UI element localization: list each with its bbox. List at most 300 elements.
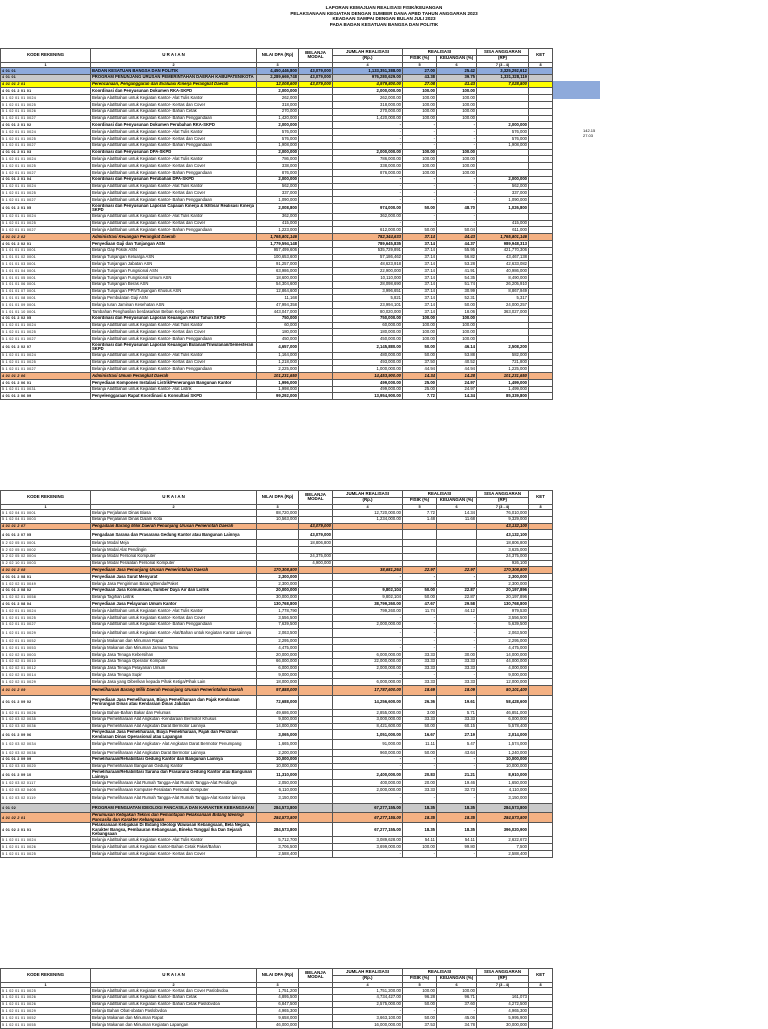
modal-cell: [299, 594, 333, 601]
modal-cell: [299, 268, 333, 275]
jumlah-cell: 6,000,000.00: [333, 679, 403, 686]
uraian-cell: Belanja Jasa yang Diberikan kepada Pihak Ketiga/Pihak Lain: [91, 679, 257, 686]
jumlah-cell: -: [333, 756, 403, 763]
ket-cell: [529, 546, 553, 553]
modal-cell: [299, 1001, 333, 1008]
fisik-cell: -: [403, 220, 437, 227]
modal-cell: [299, 322, 333, 329]
sisa-cell: 30,000,000: [477, 1021, 529, 1028]
code-cell: 5 1 02 03 02 0036: [1, 749, 91, 756]
sisa-cell: 170,308,800: [477, 567, 529, 574]
uraian-cell: Pelaksanaan Kebijakan Di Bidang Ideologi Wawasan Kebangsaan, Bela Negara, Karakter Bangsa, Pembauran Kebangsaan, Bineka Tunggal Ika Dan Sejarah Kebangsaan: [91, 823, 257, 837]
modal-cell: [299, 108, 333, 115]
ket-cell: [529, 95, 553, 102]
modal-cell: [299, 197, 333, 204]
ket-cell: [529, 281, 553, 288]
dpa-cell: [257, 523, 299, 530]
header-jumlah-realisasi: JUMLAH REALISASI: [333, 491, 403, 498]
modal-cell: [299, 587, 333, 594]
fisik-cell: -: [403, 638, 437, 645]
uraian-cell: Belanja Bahan Obat-obatan Paslobvdoa: [91, 1008, 257, 1015]
fisik-cell: 37.14: [403, 308, 437, 315]
code-cell: 5 1 01 01 06 0001: [1, 281, 91, 288]
keuangan-cell: -: [437, 621, 477, 628]
report-page-3: [0, 968, 768, 1027]
ket-cell: [529, 268, 553, 275]
table-row: [1, 359, 553, 366]
keuangan-cell: 18.35: [437, 813, 477, 823]
code-cell: 4 01 01 2 08: [1, 567, 91, 574]
table-row: [1, 308, 553, 315]
modal-cell: [299, 342, 333, 352]
modal-cell: [299, 850, 333, 857]
fisik-cell: -: [403, 756, 437, 763]
fisik-cell: -: [403, 763, 437, 770]
ket-cell: [529, 379, 553, 386]
keuangan-cell: 29.58: [437, 601, 477, 608]
table-row: [1, 546, 553, 553]
sisa-cell: 1,090,000: [477, 197, 529, 204]
modal-cell: 43,079,000: [299, 74, 333, 81]
dpa-cell: 284,573,800: [257, 803, 299, 813]
fisik-cell: -: [403, 197, 437, 204]
header-sisa-rp: (RP): [477, 497, 529, 504]
code-cell: 5 1 02 01 01 0025: [1, 988, 91, 995]
modal-cell: [299, 803, 333, 813]
ket-cell: [529, 135, 553, 142]
modal-cell: [299, 135, 333, 142]
dpa-cell: 11,310,000: [257, 770, 299, 780]
modal-cell: [299, 308, 333, 315]
code-cell: 5 1 02 01 01 0026: [1, 1001, 91, 1008]
keuangan-cell: -: [437, 574, 477, 581]
keuangan-cell: 18.06: [437, 308, 477, 315]
fisik-cell: 37.14: [403, 261, 437, 268]
code-cell: 5 2 02 10 01 0003: [1, 560, 91, 567]
table-row: [1, 793, 553, 803]
fisik-cell: 33.33: [403, 716, 437, 723]
sisa-cell: [477, 156, 529, 163]
jumlah-cell: -: [333, 176, 403, 183]
dpa-cell: 262,000: [257, 95, 299, 102]
ket-cell: [529, 169, 553, 176]
sisa-cell: 284,573,800: [477, 803, 529, 813]
keuangan-cell: 51.74: [437, 281, 477, 288]
code-cell: 5 1 02 01 01 0025: [1, 163, 91, 170]
keuangan-cell: 5.47: [437, 740, 477, 750]
sisa-cell: 161,073: [477, 994, 529, 1001]
modal-cell: [299, 386, 333, 393]
keuangan-cell: 48.70: [437, 203, 477, 213]
sisa-cell: 5,639,500: [477, 621, 529, 628]
code-cell: 5 1 02 01 01 0027: [1, 621, 91, 628]
uraian-cell: Belanja Tunjangan Beras ASN: [91, 281, 257, 288]
sisa-cell: 582,000: [477, 352, 529, 359]
table-row: [1, 352, 553, 359]
jumlah-cell: -: [333, 614, 403, 621]
keuangan-cell: 22.87: [437, 594, 477, 601]
modal-cell: [299, 628, 333, 638]
dpa-cell: 1,164,000: [257, 352, 299, 359]
ket-cell: [529, 716, 553, 723]
modal-cell: [299, 730, 333, 740]
fisik-cell: [403, 523, 437, 530]
header-jumlah-rp: (Rp.): [333, 55, 403, 62]
uraian-cell: Belanja Alat/Bahan untuk Kegiatan Kantor- Alat Tulis Kantor: [91, 352, 257, 359]
dpa-cell: 2,000,000: [257, 149, 299, 156]
table-row: [1, 220, 553, 227]
sisa-cell: [477, 101, 529, 108]
uraian-cell: Pemeliharaan Barang Milik Daerah Penunjang Urusan Pemerintahan Daerah: [91, 685, 257, 695]
jumlah-cell: 270,000.00: [333, 108, 403, 115]
ket-cell: [529, 1015, 553, 1022]
table-row: [1, 261, 553, 268]
header-belanja-modal: BELANJA MODAL: [299, 49, 333, 63]
code-cell: 4 01 01 2 01 03: [1, 149, 91, 156]
table-row: [1, 163, 553, 170]
dpa-cell: 60,000: [257, 322, 299, 329]
fisik-cell: 50.00: [403, 227, 437, 234]
fisik-cell: 26.36: [403, 695, 437, 709]
ket-cell: [529, 176, 553, 183]
table-row: [1, 651, 553, 658]
modal-cell: 4,900,000: [299, 560, 333, 567]
uraian-cell: Belanja Perjalanan Dinas Biasa: [91, 510, 257, 517]
modal-cell: [299, 129, 333, 136]
uraian-cell: Penyediaan Komponen Instalasi Listrik/Penerangan Bangunan Kantor: [91, 379, 257, 386]
fisik-cell: 11.74: [403, 608, 437, 615]
sisa-cell: 3,150,000: [477, 793, 529, 803]
table-row: [1, 695, 553, 709]
sisa-cell: 8,867,949: [477, 288, 529, 295]
uraian-cell: Koordinasi dan Penyusunan Dokumen Perubahan RKA-SKPD: [91, 122, 257, 129]
header-kode: KODE REKENING: [1, 491, 91, 505]
fisik-cell: 43.38: [403, 74, 437, 81]
header-index-cell: 8: [529, 62, 553, 67]
dpa-cell: 99,292,000: [257, 393, 299, 400]
table-row: [1, 730, 553, 740]
jumlah-cell: 57,186,462: [333, 254, 403, 261]
uraian-cell: Belanja Alat/Bahan untuk Kegiatan Kantor- Alat Tulis Kantor: [91, 837, 257, 844]
keuangan-cell: 14.28: [437, 373, 477, 380]
fisik-cell: 20.00: [403, 780, 437, 787]
keuangan-cell: 14.34: [437, 510, 477, 517]
jumlah-cell: 262,000.00: [333, 95, 403, 102]
table-row: [1, 510, 553, 517]
keuangan-cell: 55.95: [437, 247, 477, 254]
jumlah-cell: 22,000,000.00: [333, 658, 403, 665]
keuangan-cell: -: [437, 850, 477, 857]
modal-cell: [299, 366, 333, 373]
dpa-cell: [257, 553, 299, 560]
ket-cell: [529, 247, 553, 254]
jumlah-cell: 493,000.00: [333, 359, 403, 366]
code-cell: 5 1 01 01 04 0001: [1, 268, 91, 275]
fisik-cell: -: [403, 213, 437, 220]
table-row: [1, 756, 553, 763]
header-index-cell: 1: [1, 982, 91, 987]
jumlah-cell: -: [333, 574, 403, 581]
modal-cell: [299, 288, 333, 295]
code-cell: 4 01 01 2 01 01: [1, 88, 91, 95]
sisa-cell: 58,428,600: [477, 695, 529, 709]
fisik-cell: 25.00: [403, 386, 437, 393]
code-cell: 5 1 02 01 01 0027: [1, 227, 91, 234]
table-row: [1, 601, 553, 608]
ket-cell: [529, 220, 553, 227]
fisik-cell: [403, 540, 437, 547]
keuangan-cell: -: [437, 645, 477, 652]
jumlah-cell: -: [333, 793, 403, 803]
modal-cell: 24,375,000: [299, 553, 333, 560]
uraian-cell: Pemeliharaan/Rehabilitasi Sarana dan Prasarana Gedung Kantor atau Bangunan Lainnya: [91, 770, 257, 780]
header-index-cell: 8: [529, 504, 553, 509]
uraian-cell: Belanja Modal Personal Komputer: [91, 553, 257, 560]
table-row: [1, 101, 553, 108]
keuangan-cell: 21.21: [437, 770, 477, 780]
header-row: [1, 969, 553, 976]
code-cell: 4 01 01 2 02: [1, 234, 91, 241]
code-cell: 4 01 01 2 09: [1, 685, 91, 695]
modal-cell: [299, 261, 333, 268]
header-ket: KET: [529, 969, 553, 983]
code-cell: 5 1 02 03 02 0119: [1, 793, 91, 803]
code-cell: 5 1 02 02 01 0058: [1, 594, 91, 601]
uraian-cell: Belanja Tagihan Listrik: [91, 594, 257, 601]
ket-cell: [529, 516, 553, 523]
sisa-cell: 562,000: [477, 183, 529, 190]
modal-cell: [299, 780, 333, 787]
ket-cell: [529, 850, 553, 857]
uraian-cell: Penyediaan Jasa Pemeliharaan, Biaya Pemeliharaan, Pajak dan Perizinan Kendaraan Dinas Operasional atau Lapangan: [91, 730, 257, 740]
fisik-cell: 100.00: [403, 169, 437, 176]
jumlah-cell: -: [333, 197, 403, 204]
header-index-cell: 3: [257, 982, 299, 987]
code-cell: 4 01 01 2 06 01: [1, 379, 91, 386]
table-body: [1, 68, 553, 400]
header-realisasi: REALISASI: [403, 491, 477, 498]
header-sisa: SISA ANGGARAN: [477, 969, 529, 976]
modal-cell: [299, 645, 333, 652]
sisa-cell: 1,331,328,119: [477, 74, 529, 81]
keuangan-cell: 100.00: [437, 315, 477, 322]
sisa-cell: [477, 213, 529, 220]
jumlah-cell: 750,000.00: [333, 315, 403, 322]
ket-cell: [529, 510, 553, 517]
keuangan-cell: [437, 560, 477, 567]
ket-cell: [529, 844, 553, 851]
uraian-cell: BADAN KESATUAN BANGSA DAN POLITIK: [91, 68, 257, 75]
uraian-cell: Perumusan Kebijakan Teknis dan Pemantapan Pelaksanaan Bidang Ideologi Pancasila dan Karakter Kebangsaan: [91, 813, 257, 823]
jumlah-cell: 499,000.00: [333, 386, 403, 393]
dpa-cell: 1,998,000: [257, 386, 299, 393]
fisik-cell: 16.67: [403, 730, 437, 740]
header-index-cell: 5: [403, 62, 437, 67]
dpa-cell: 3,556,500: [257, 614, 299, 621]
fisik-cell: 37.14: [403, 268, 437, 275]
keuangan-cell: 18.35: [437, 823, 477, 837]
ket-cell: [529, 608, 553, 615]
sisa-cell: 5,995,900: [477, 1015, 529, 1022]
uraian-cell: Belanja Pemeliharaan Alat Angkutan -Kendaraan Bermotor Khusus: [91, 716, 257, 723]
jumlah-cell: -: [333, 142, 403, 149]
side-note-value: 142.15: [583, 128, 596, 133]
uraian-cell: Belanja Alat/Bahan untuk Kegiatan Kantor- Bahan Penggandaan: [91, 227, 257, 234]
keuangan-cell: -: [437, 1008, 477, 1015]
report-title-line: LAPORAN KEMAJUAN REALISASI FISIK/KEUANGAN: [325, 5, 443, 10]
modal-cell: [299, 122, 333, 129]
uraian-cell: Belanja Alat/Bahan untuk Kegiatan Kantor- Alat Tulis Kantor: [91, 156, 257, 163]
dpa-cell: [257, 540, 299, 547]
header-index-cell: 1: [1, 504, 91, 509]
fisik-cell: [403, 546, 437, 553]
dpa-cell: 9,658,000: [257, 1015, 299, 1022]
table-row: [1, 176, 553, 183]
sisa-cell: 611,000: [477, 227, 529, 234]
jumlah-cell: [333, 546, 403, 553]
code-cell: 4 01 01 2 08 04: [1, 601, 91, 608]
jumlah-cell: 612,000.00: [333, 227, 403, 234]
fisik-cell: -: [403, 580, 437, 587]
table-row: [1, 122, 553, 129]
table-row: [1, 190, 553, 197]
ket-cell: [529, 594, 553, 601]
modal-cell: [299, 574, 333, 581]
sisa-cell: 3,325,292,612: [477, 68, 529, 75]
modal-cell: [299, 614, 333, 621]
report-title-line: PADA BADAN KESATUAN BANGSA DAN POLITIK: [329, 21, 439, 27]
code-cell: 5 1 02 01 01 0027: [1, 197, 91, 204]
ket-cell: [529, 203, 553, 213]
code-cell: 4 01 01 2 02 07: [1, 342, 91, 352]
keuangan-cell: 41.43: [437, 81, 477, 88]
table-row: [1, 288, 553, 295]
keuangan-cell: -: [437, 756, 477, 763]
sisa-cell: 721,800: [477, 359, 529, 366]
ket-cell: [529, 786, 553, 793]
dpa-cell: 54,304,600: [257, 281, 299, 288]
uraian-cell: Belanja Alat/Bahan untuk Kegiatan Kantor- Kertas dan Cover: [91, 329, 257, 336]
ket-cell: [529, 88, 553, 95]
jumlah-cell: -: [333, 135, 403, 142]
sisa-cell: [477, 108, 529, 115]
table-row: [1, 183, 553, 190]
jumlah-cell: 23,994,101: [333, 302, 403, 309]
table-row: [1, 770, 553, 780]
dpa-cell: 876,000: [257, 169, 299, 176]
ket-cell: [529, 813, 553, 823]
table-row: [1, 658, 553, 665]
keuangan-cell: 99.80: [437, 844, 477, 851]
jumlah-cell: 2,855,000.00: [333, 709, 403, 716]
modal-cell: [299, 749, 333, 756]
sisa-cell: 415,000: [477, 220, 529, 227]
jumlah-cell: 782,344,633: [333, 234, 403, 241]
header-index-cell: 6: [437, 62, 477, 67]
jumlah-cell: -: [333, 672, 403, 679]
table-row: [1, 366, 553, 373]
header-nilai-dpa: NILAI DPA (Rp): [257, 969, 299, 983]
sisa-cell: 396,020,900: [477, 823, 529, 837]
table-row: [1, 763, 553, 770]
keuangan-cell: -: [437, 614, 477, 621]
uraian-cell: Belanja Pemeliharaan Alat Rumah Tangga-Alat Rumah Tangga-Alat Pendingin: [91, 780, 257, 787]
table-row: [1, 315, 553, 322]
modal-cell: [299, 567, 333, 574]
sisa-cell: 363,027,000: [477, 308, 529, 315]
dpa-cell: 284,573,800: [257, 823, 299, 837]
modal-cell: [299, 510, 333, 517]
table-row: [1, 203, 553, 213]
ket-cell: [529, 190, 553, 197]
report-title-line: KEADAAN SAMPAI DENGAN BULAN JULI 2023: [332, 16, 436, 22]
jumlah-cell: 17,787,600.00: [333, 685, 403, 695]
dpa-cell: 101,231,650: [257, 373, 299, 380]
fisik-cell: 37.14: [403, 247, 437, 254]
table-row: [1, 142, 553, 149]
sisa-cell: [477, 149, 529, 156]
header-fisik: FISIK (%): [403, 55, 437, 62]
dpa-cell: 7,639,500: [257, 621, 299, 628]
fisik-cell: -: [403, 793, 437, 803]
header-jumlah-realisasi: JUMLAH REALISASI: [333, 49, 403, 56]
modal-cell: [299, 227, 333, 234]
fisik-cell: 11.11: [403, 740, 437, 750]
dpa-cell: 786,000: [257, 156, 299, 163]
code-cell: 5 1 02 01 01 0029: [1, 1008, 91, 1015]
table-row: [1, 81, 553, 88]
code-cell: 5 1 02 01 01 0025: [1, 101, 91, 108]
keuangan-cell: 44.43: [437, 234, 477, 241]
table-row: [1, 386, 553, 393]
report-table-3: [0, 968, 553, 1029]
uraian-cell: Belanja Bahan-Bahan Bakar dan Pelumas: [91, 709, 257, 716]
ket-cell: [529, 122, 553, 129]
uraian-cell: Belanja Tunjangan Fungsional Umum ASN: [91, 274, 257, 281]
fisik-cell: 7.72: [403, 393, 437, 400]
uraian-cell: Belanja Jasa Tenaga Pelayanan Umum: [91, 665, 257, 672]
ket-cell: [529, 352, 553, 359]
header-index-cell: 1: [1, 62, 91, 67]
fisik-cell: 100.00: [403, 149, 437, 156]
ket-cell: [529, 679, 553, 686]
uraian-cell: Belanja Tunjangan Keluarga ASN: [91, 254, 257, 261]
table-row: [1, 1015, 553, 1022]
fisik-cell: -: [403, 176, 437, 183]
dpa-cell: 4,965,300: [257, 1008, 299, 1015]
dpa-cell: 2,300,000: [257, 574, 299, 581]
keuangan-cell: -: [437, 129, 477, 136]
uraian-cell: Belanja Makanan dan Minuman Jamuan Tamu: [91, 645, 257, 652]
ket-cell: [529, 342, 553, 352]
modal-cell: [299, 220, 333, 227]
sisa-cell: 1,499,000: [477, 379, 529, 386]
ket-cell: [529, 763, 553, 770]
table-row: [1, 281, 553, 288]
table-row: [1, 749, 553, 756]
uraian-cell: Belanja Alat/Bahan untuk Kegiatan Kantor- Bahan Cetak: [91, 994, 257, 1001]
uraian-cell: Belanja Alat/Bahan untuk Kegiatan Kantor- Bahan Cetak Paslobvdoa: [91, 1001, 257, 1008]
uraian-cell: Koordinasi dan Penyusunan Perubahan DPA-SKPD: [91, 176, 257, 183]
report-table-1: [0, 48, 553, 400]
uraian-cell: Penyediaan Jasa Surat Menyurat: [91, 574, 257, 581]
uraian-cell: Penyediaan Jasa Pemeliharaan, Biaya Pemeliharaan dan Pajak Kendaraan Perorangan Dinas atau Kendaraan Dinas Jabatan: [91, 695, 257, 709]
code-cell: 5 1 02 01 01 0024: [1, 352, 91, 359]
fisik-cell: 18.69: [403, 685, 437, 695]
ket-cell: [529, 553, 553, 560]
dpa-cell: 170,308,800: [257, 567, 299, 574]
ket-cell: [529, 115, 553, 122]
